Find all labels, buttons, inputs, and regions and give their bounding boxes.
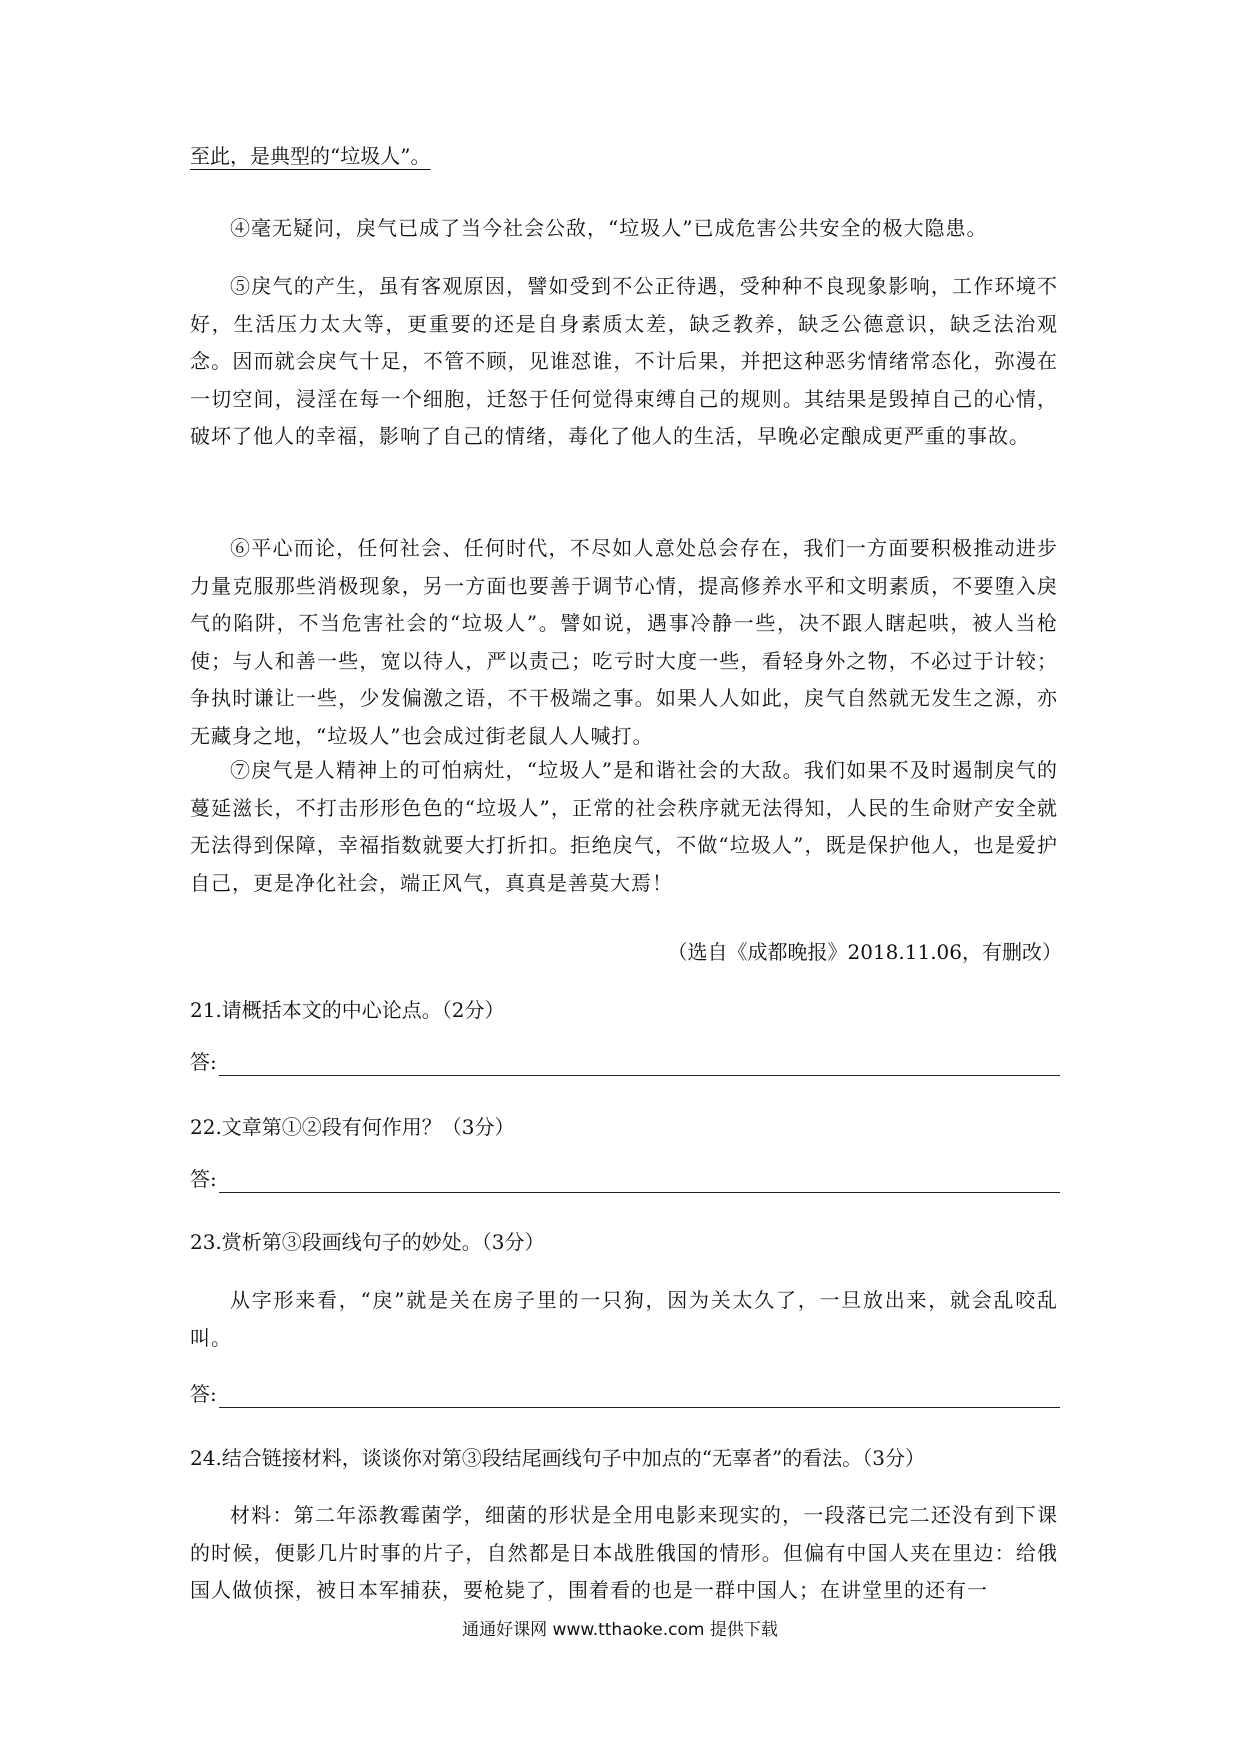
answer-blank-22[interactable] <box>219 1168 1060 1193</box>
question-24-material: 材料：第二年添教霉菌学，细菌的形状是全用电影来现实的，一段落已完二还没有到下课的时候，便影几片时事的片子，自然都是日本战胜俄国的情形。但偏有中国人夹在里边：给俄国人做侦探，被日本军捕获，要枪毙了，围着看的也是一群中国人；在讲堂里的还有一 <box>190 1503 1058 1602</box>
answer-row-21 <box>190 1046 1060 1076</box>
page-footer: 通通好课网 www.tthaoke.com 提供下载 <box>462 1620 778 1640</box>
question-23-quote: 从字形来看，“戾”就是关在房子里的一只狗，因为关太久了，一旦放出来，就会乱咬乱叫。 <box>190 1288 1058 1350</box>
answer-blank-21[interactable] <box>219 1051 1060 1076</box>
underlined-sentence-end <box>190 142 1060 170</box>
answer-label: 答: <box>190 1382 217 1406</box>
paragraph-6: ⑥平心而论，任何社会、任何时代，不尽如人意处总会存在，我们一方面要积极推动进步力量克服那些消极现象，另一方面也要善于调节心情，提高修养水平和文明素质，不要堕入戾气的陷阱，不当危害社会的“垃圾人”。譬如说，遇事冷静一些，决不跟人瞎起哄，被人当枪使；与人和善一些，宽以待人，严以责己；吃亏时大度一些，看轻身外之物，不必过于计较；争执时谦让一些，少发偏激之语，不干极端之事。如果人人如此，戾气自然就无发生之源，亦无藏身之地，“垃圾人”也会成过街老鼠人人喊打。 <box>190 536 1058 748</box>
answer-row-22 <box>190 1163 1060 1193</box>
question-24: 24.结合链接材料，谈谈你对第③段结尾画线句子中加点的“无辜者”的看法。（3分） <box>190 1446 925 1470</box>
question-23: 23.赏析第③段画线句子的妙处。（3分） <box>190 1230 545 1254</box>
question-22: 22.文章第①②段有何作用？（3分） <box>190 1115 515 1139</box>
question-21: 21.请概括本文的中心论点。（2分） <box>190 998 505 1022</box>
answer-label: 答: <box>190 1050 217 1074</box>
underlined-text: 至此，是典型的“垃圾人”。 <box>190 144 431 168</box>
paragraph-7: ⑦戾气是人精神上的可怕病灶，“垃圾人”是和谐社会的大敌。我们如果不及时遏制戾气的蔓延滋长，不打击形形色色的“垃圾人”，正常的社会秩序就无法得知，人民的生命财产安全就无法得到保障，幸福指数就要大打折扣。拒绝戾气，不做“垃圾人”，既是保护他人，也是爱护自己，更是净化社会，端正风气，真真是善莫大焉！ <box>190 758 1058 895</box>
answer-label: 答: <box>190 1167 217 1191</box>
answer-row-23 <box>190 1378 1060 1408</box>
paragraph-4: ④毫无疑问，戾气已成了当今社会公敌，“垃圾人”已成危害公共安全的极大隐患。 <box>230 216 988 240</box>
source-citation: （选自《成都晚报》2018.11.06，有删改） <box>667 940 1062 964</box>
paragraph-5: ⑤戾气的产生，虽有客观原因，譬如受到不公正待遇，受种种不良现象影响，工作环境不好，生活压力太大等，更重要的还是自身素质太差，缺乏教养，缺乏公德意识，缺乏法治观念。因而就会戾气十足，不管不顾，见谁怼谁，不计后果，并把这种恶劣情绪常态化，弥漫在一切空间，浸淫在每一个细胞，迁怒于任何觉得束缚自己的规则。其结果是毁掉自己的心情，破坏了他人的幸福，影响了自己的情绪，毒化了他人的生活，早晚必定酿成更严重的事故。 <box>190 274 1058 448</box>
answer-blank-23[interactable] <box>219 1383 1060 1408</box>
